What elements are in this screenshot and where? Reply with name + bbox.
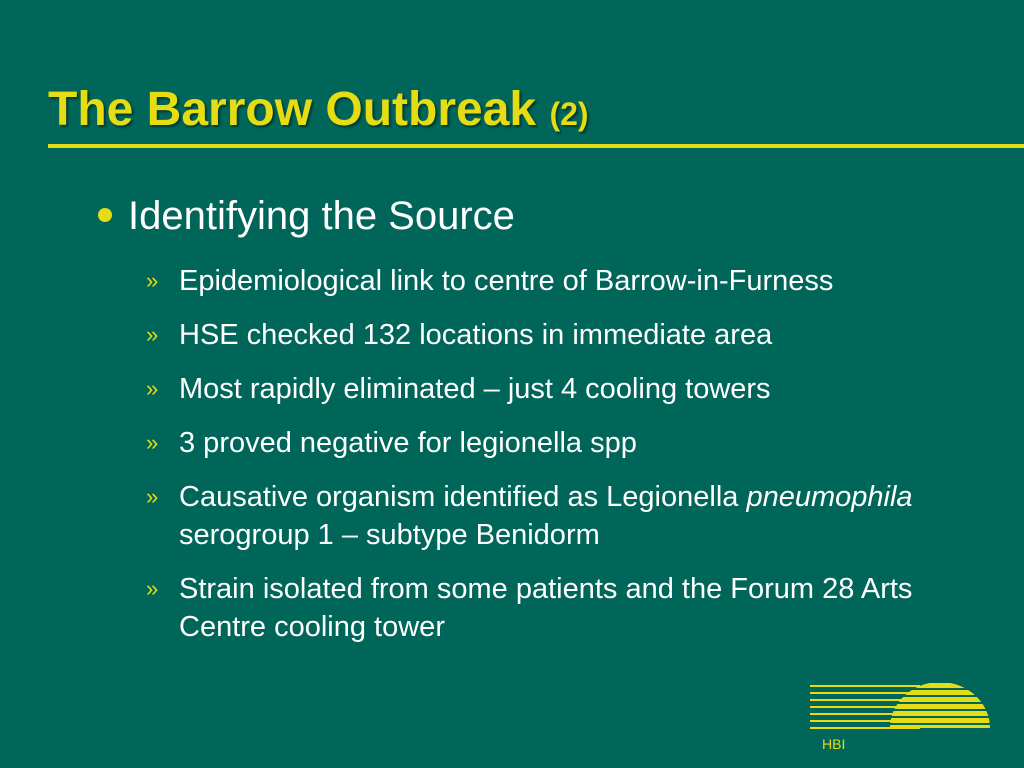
logo-text: HBI: [822, 736, 846, 752]
sub-bullet-text-before: Causative organism identified as Legionella: [179, 481, 747, 513]
slide-title-suffix: (2): [549, 96, 589, 132]
sub-bullet-item: [146, 262, 946, 300]
slide-title: [48, 80, 589, 144]
double-chevron-icon: »: [146, 484, 159, 509]
main-bullet-text: Identifying the Source: [128, 194, 515, 238]
species-name: pneumophila: [746, 481, 913, 513]
double-chevron-icon: »: [146, 576, 159, 601]
sub-bullet-item: [146, 478, 946, 554]
sub-bullet-text: Most rapidly eliminated – just 4 cooling towers: [179, 373, 771, 405]
sub-bullet-item: [146, 316, 946, 354]
double-chevron-icon: »: [146, 268, 159, 293]
sub-bullet-text-after: serogroup 1 – subtype Benidorm: [179, 519, 600, 551]
title-underline: [48, 144, 1024, 148]
slide-title-main: The Barrow Outbreak: [48, 83, 537, 136]
bullet-dot-icon: [98, 208, 112, 222]
main-bullet: [98, 190, 515, 242]
sub-bullet-text: HSE checked 132 locations in immediate area: [179, 319, 773, 351]
sub-bullet-item: [146, 424, 946, 462]
double-chevron-icon: »: [146, 322, 159, 347]
sub-bullet-text: Strain isolated from some patients and the Forum 28 Arts Centre cooling tower: [179, 573, 913, 643]
hbi-sunrise-logo: [810, 680, 990, 732]
sub-bullet-text: Epidemiological link to centre of Barrow-in-Furness: [179, 265, 834, 297]
sub-bullet-item: [146, 570, 946, 646]
double-chevron-icon: »: [146, 376, 159, 401]
double-chevron-icon: »: [146, 430, 159, 455]
sub-bullet-item: [146, 370, 946, 408]
sub-bullet-text: 3 proved negative for legionella spp: [179, 427, 637, 459]
sub-bullet-list: [146, 262, 946, 662]
